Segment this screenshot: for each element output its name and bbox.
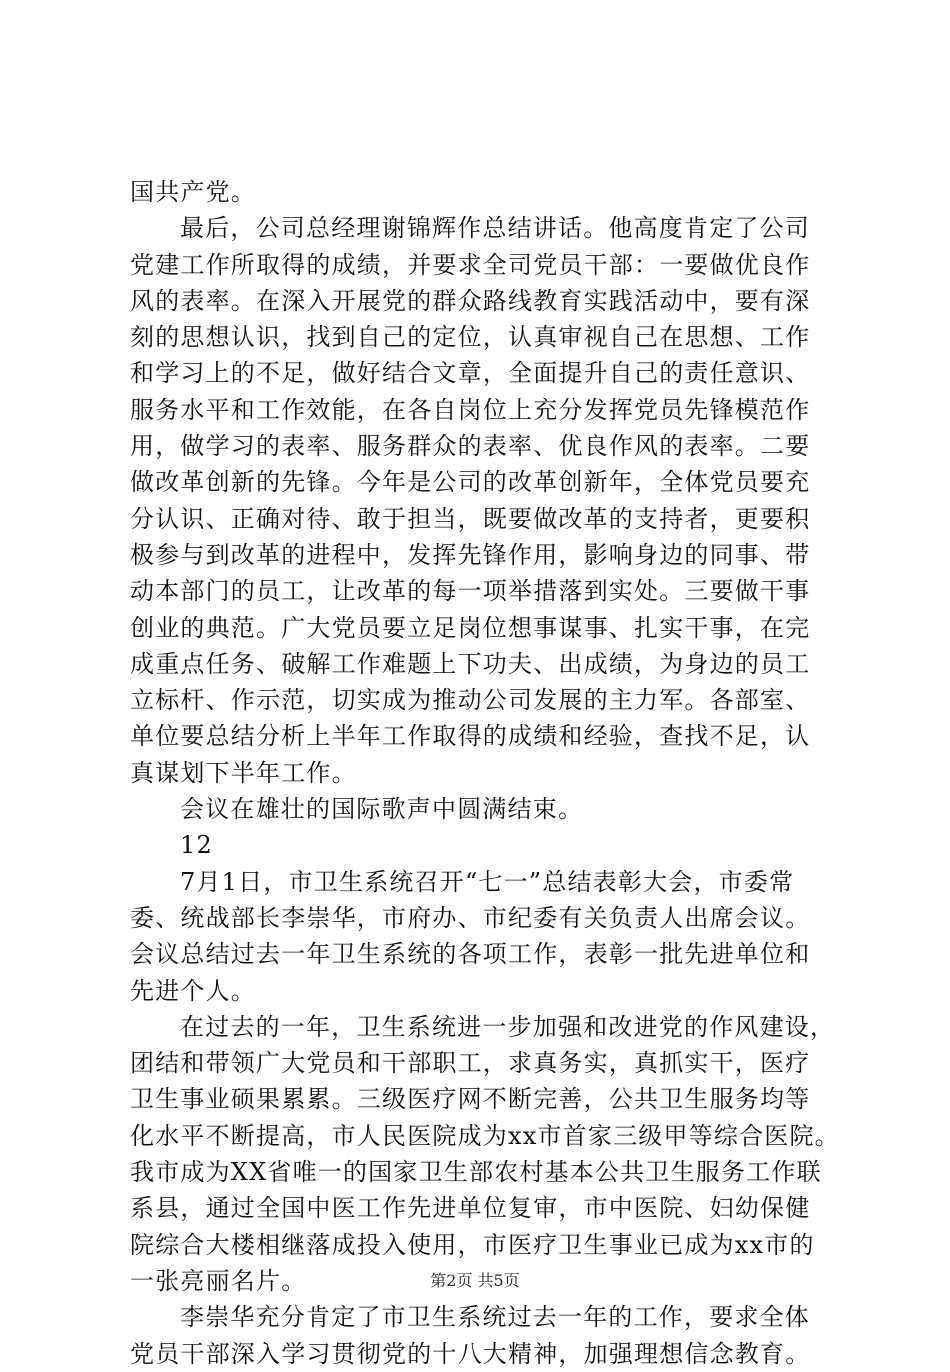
text-line: 在过去的一年，卫生系统进一步加强和改进党的作风建设，	[180, 1012, 836, 1041]
text-line: 党员干部深入学习贯彻党的十八大精神，加强理想信念教育。	[130, 1339, 811, 1368]
text-line: 化水平不断提高，市人民医院成为xx市首家三级甲等综合医院。	[130, 1121, 840, 1150]
text-line: 卫生事业硕果累累。三级医疗网不断完善，公共卫生服务均等	[130, 1085, 811, 1114]
text-line: 用，做学习的表率、服务群众的表率、优良作风的表率。二要	[130, 432, 811, 461]
text-line: 风的表率。在深入开展党的群众路线教育实践活动中，要有深	[130, 286, 811, 315]
text-line: 院综合大楼相继落成投入使用，市医疗卫生事业已成为xx市的	[130, 1230, 815, 1259]
text-line: 分认识、正确对待、敢于担当，既要做改革的支持者，更要积	[130, 504, 811, 533]
text-line: 做改革创新的先锋。今年是公司的改革创新年，全体党员要充	[130, 468, 811, 497]
page-footer	[0, 1271, 950, 1291]
text-line: 国共产党。	[130, 178, 256, 206]
text-line: 成重点任务、破解工作难题上下功夫、出成绩，为身边的员工	[130, 649, 811, 678]
text-line: 立标杆、作示范，切实成为推动公司发展的主力军。各部室、	[130, 686, 811, 715]
text-line: 极参与到改革的进程中，发挥先锋作用，影响身边的同事、带	[130, 540, 811, 569]
text-line: 最后，公司总经理谢锦辉作总结讲话。他高度肯定了公司	[180, 214, 810, 243]
text-line: 团结和带领广大党员和干部职工，求真务实，真抓实干，医疗	[130, 1049, 811, 1078]
text-line: 真谋划下半年工作。	[130, 758, 357, 787]
text-line: 系县，通过全国中医工作先进单位复审，市中医院、妇幼保健	[130, 1194, 811, 1223]
text-line: 和学习上的不足，做好结合文章，全面提升自己的责任意识、	[130, 359, 811, 388]
text-line: 创业的典范。广大党员要立足岗位想事谋事、扎实干事，在完	[130, 613, 811, 642]
text-line: 服务水平和工作效能，在各自岗位上充分发挥党员先锋模范作	[130, 395, 811, 424]
text-line: 动本部门的员工，让改革的每一项举措落到实处。三要做干事	[130, 577, 811, 606]
text-line: 我市成为XX省唯一的国家卫生部农村基本公共卫生服务工作联	[130, 1158, 822, 1187]
document-body	[130, 174, 840, 1372]
text-line: 委、统战部长李崇华，市府办、市纪委有关负责人出席会议。	[130, 903, 811, 932]
text-line: 会议总结过去一年卫生系统的各项工作，表彰一批先进单位和	[130, 940, 811, 969]
text-line: 一张亮丽名片。	[130, 1266, 307, 1295]
text-line: 李崇华充分肯定了市卫生系统过去一年的工作，要求全体	[180, 1303, 810, 1332]
text-line: 会议在雄壮的国际歌声中圆满结束。	[180, 795, 584, 824]
text-line: 7月1日，市卫生系统召开“七一”总结表彰大会，市委常	[180, 867, 795, 896]
text-line: 刻的思想认识，找到自己的定位，认真审视自己在思想、工作	[130, 323, 811, 352]
text-line: 单位要总结分析上半年工作取得的成绩和经验，查找不足，认	[130, 722, 811, 751]
text-line: 党建工作所取得的成绩，并要求全司党员干部：一要做优良作	[130, 250, 811, 279]
section-number: 12	[180, 831, 213, 860]
page-number-label: 第2页 共5页	[430, 1271, 520, 1290]
text-line: 先进个人。	[130, 976, 256, 1005]
